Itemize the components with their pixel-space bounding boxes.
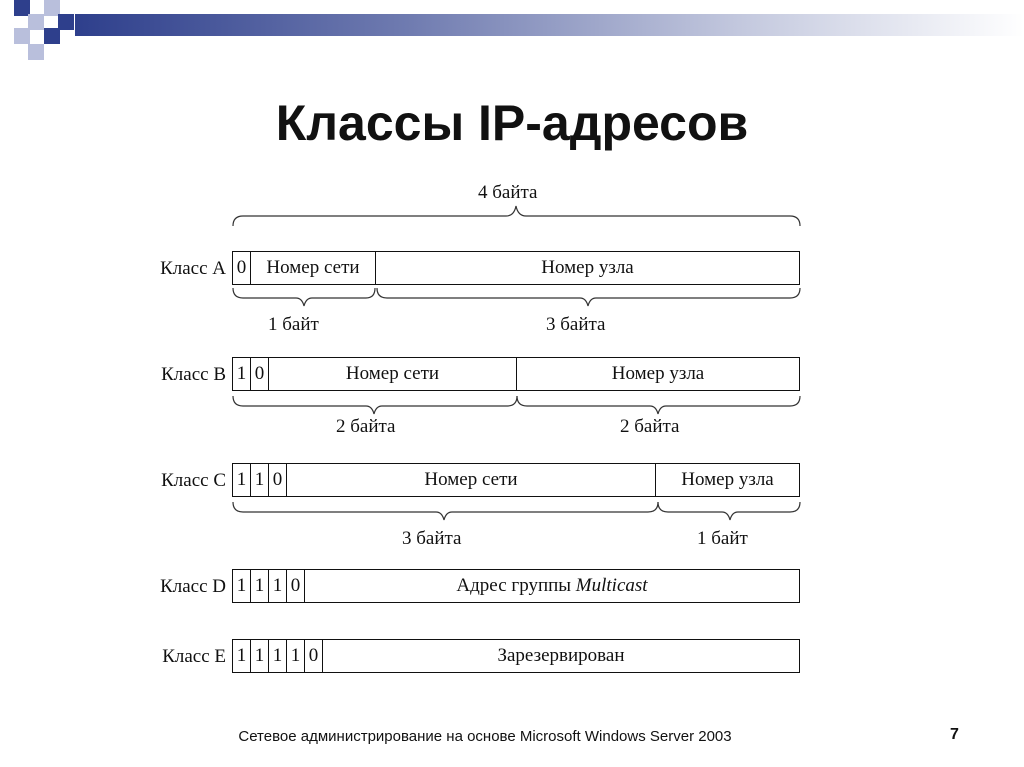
class-a-host-field: Номер узла [541,257,634,278]
class-c-label: Класс C [161,470,226,491]
class-b-host-bytes: 2 байта [620,416,680,437]
class-d-field-italic: Multicast [575,575,648,596]
class-d-multicast-field [305,570,799,602]
class-b-bit: 0 [251,358,269,390]
class-b-net-bytes: 2 байта [336,416,396,437]
class-d-field-text: Адрес группы [456,575,572,596]
slide-footer: Сетевое администрирование на основе Microsoft Windows Server 2003 [238,728,732,745]
class-b-bar [232,357,800,391]
brace-a-net [233,288,375,306]
class-e-bit: 1 [287,640,305,672]
class-c-net-field: Номер сети [287,464,656,496]
class-b-host-field: Номер узла [611,363,705,384]
class-e-label: Класс E [162,646,226,667]
brace-c-net [233,502,658,520]
brace-b-host [517,396,800,414]
class-a-net-field: Номер сети [251,252,376,284]
class-a-host-bytes: 3 байта [546,314,606,335]
class-d-bar [232,569,800,603]
class-a-label: Класс A [160,258,226,279]
class-e-bit: 0 [305,640,323,672]
class-e-bit: 1 [251,640,269,672]
class-c-bar [232,463,800,497]
class-c-host-field: Номер узла [681,469,774,490]
brace-c-host [658,502,800,520]
class-e-bar [232,639,800,673]
class-d-bit: 1 [233,570,251,602]
class-d-bit: 1 [251,570,269,602]
page-number: 7 [950,726,959,743]
class-b-bit: 1 [233,358,251,390]
class-d-label: Класс D [160,576,226,597]
brace-a-host [377,288,800,306]
class-e-reserved-field: Зарезервирован [497,645,625,666]
slide-title: Классы IP-адресов [275,95,749,151]
class-e-bit: 1 [269,640,287,672]
class-b-net-field: Номер сети [269,358,517,390]
class-a-net-bytes: 1 байт [268,314,319,335]
class-c-bit: 1 [251,464,269,496]
class-a-bit: 0 [233,252,251,284]
brace-total [233,206,800,226]
class-d-bit: 0 [287,570,305,602]
total-bytes-label: 4 байта [478,182,538,203]
brace-b-net [233,396,517,414]
class-c-bit: 0 [269,464,287,496]
class-c-bit: 1 [233,464,251,496]
class-c-net-bytes: 3 байта [402,528,462,549]
class-a-bar [232,251,800,285]
class-d-bit: 1 [269,570,287,602]
class-b-label: Класс B [161,364,226,385]
class-e-bit: 1 [233,640,251,672]
class-c-host-bytes: 1 байт [697,528,748,549]
